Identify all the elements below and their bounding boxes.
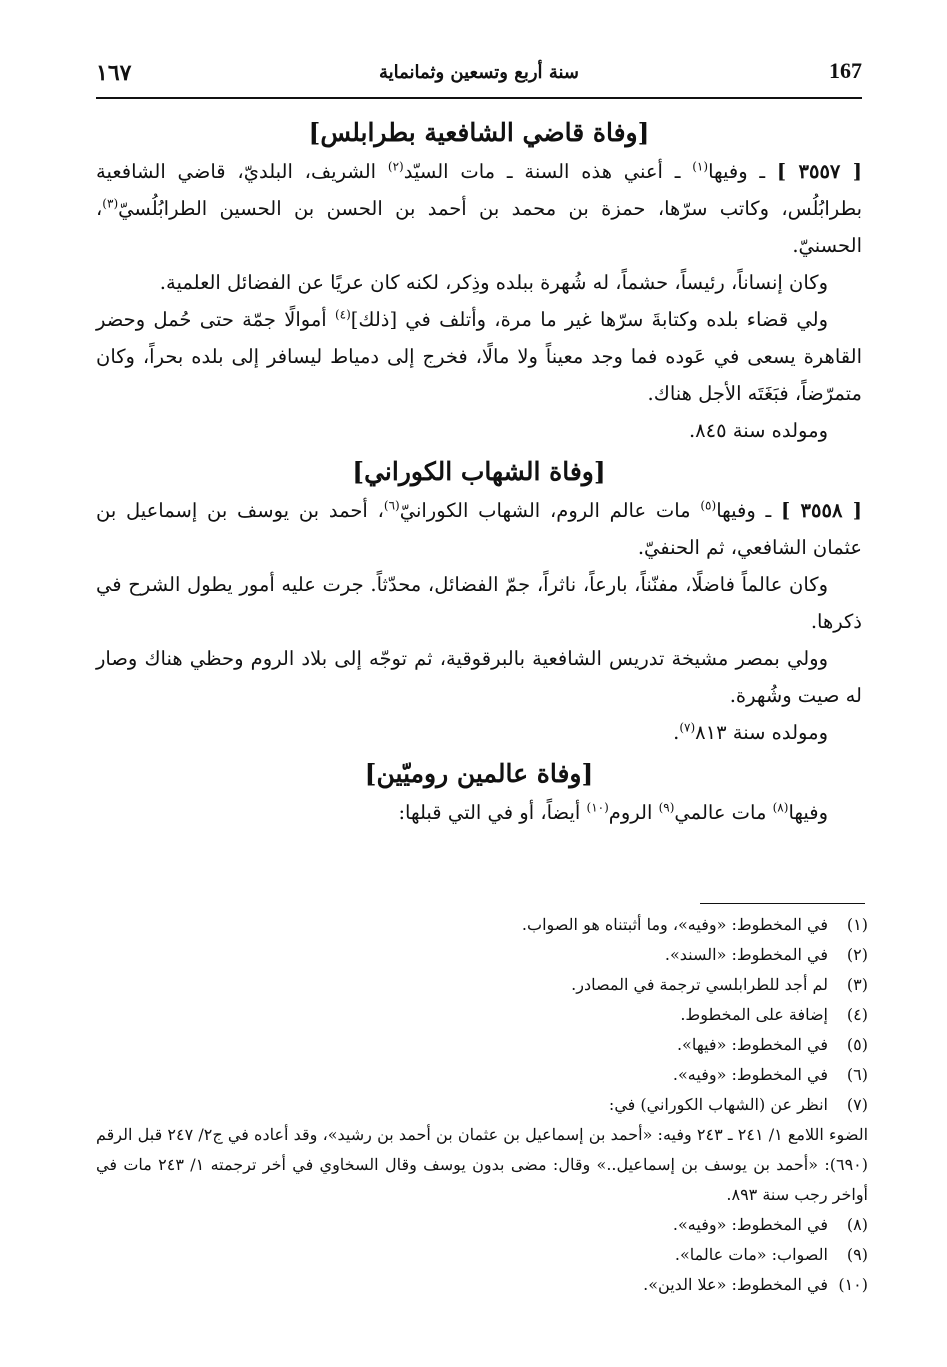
text-run: مات عالمي [674, 801, 773, 824]
footnote-ref: (١٠) [586, 800, 609, 815]
footnotes [96, 910, 868, 1300]
footnote-ref: (١) [692, 159, 709, 174]
footnote-number: (١) [846, 915, 868, 934]
section-heading-2: [وفاة الشهاب الكوراني] [352, 457, 606, 486]
paragraph [96, 794, 862, 831]
section-heading-3: [وفاة عالمين روميّين] [364, 759, 594, 788]
footnote-9 [96, 1240, 868, 1270]
footnote-text: في المخطوط: «السند». [664, 945, 828, 964]
paragraph: وكان عالماً فاضلًا، مفنّناً، بارعاً، ناثراً، جمّ الفضائل، محدّثاً. جرت عليه أمور يطول الشرح في ذكرها. [96, 573, 862, 633]
page-header [96, 54, 862, 94]
footnote-text: في المخطوط: «وفيه»، وما أثبتناه هو الصواب. [521, 915, 828, 934]
page-number-latin: 167 [829, 58, 862, 83]
paragraph [96, 714, 862, 751]
main-text [96, 110, 862, 831]
footnote-number: (٤) [846, 1005, 868, 1024]
text-run: وفيها [788, 801, 828, 824]
text-run: الشريف، البلديّ، قاضي الشافعية بطرابُلُس، وكاتب سرّها، حمزة بن محمد بن أحمد بن الحسن بن الحسين الطرابُلُسيّ [96, 160, 862, 220]
footnote-text: في المخطوط: «وفيه». [672, 1215, 828, 1234]
text-run: أيضاً، أو في التي قبلها: [398, 801, 587, 824]
paragraph: ومولده سنة ٨٤٥. [688, 419, 828, 442]
footnote-7 [96, 1090, 868, 1120]
footnote-8 [96, 1210, 868, 1240]
text-run: ، الحسنيّ. [96, 197, 862, 257]
footnote-ref: (٢) [387, 159, 404, 174]
footnote-text: في المخطوط: «وفيه». [672, 1065, 828, 1084]
page-number-arabic: ١٦٧ [96, 60, 132, 86]
paragraph: وكان إنساناً، رئيساً، حشماً، له شُهرة ببلده وذِكر، لكنه كان عريًا عن الفضائل العلمية. [159, 271, 828, 294]
footnote-6 [96, 1060, 868, 1090]
text-run: ، أحمد بن يوسف بن إسماعيل بن عثمان الشافعي، ثم الحنفيّ. [96, 499, 862, 559]
footnote-number: (٧) [846, 1095, 868, 1114]
text-run: أموالًا جمّة حتى حُمل وحضر القاهرة يسعى في عَوده فما وجد معيناً ولا مالًا، فخرج إلى دمياط ليسافر إلى بلده بحراً، وكان متمرّضاً، فبَغَتَه الأجل هناك. [96, 308, 862, 405]
paragraph: وولي بمصر مشيخة تدريس الشافعية بالبرقوقية، ثم توجّه إلى بلاد الروم وحظي هناك وصار له صيت وشُهرة. [96, 647, 862, 707]
footnote-7-continuation: الضوء اللامع ١/ ٢٤١ ـ ٢٤٣ وفيه: «أحمد بن إسماعيل بن عثمان بن أحمد بن رشيد»، وقد أعاده في ج٢/ ٢٤٧ قبل الرقم (٦٩٠): «أحمد بن يوسف بن إسماعيل..» وقال: مضى بدون يوسف وقال السخاوي في أخر ترجمته ١/ ٢٤٣ مات في أواخر رجب سنة ٨٩٣. [96, 1125, 869, 1204]
footnote-number: (١٠) [838, 1275, 868, 1294]
footnote-10 [96, 1270, 868, 1300]
entry-number: [ ٣٥٥٧ ] [776, 160, 863, 183]
footnote-ref: (٤) [334, 307, 351, 322]
footnote-4 [96, 1000, 868, 1030]
footnote-number: (٩) [846, 1245, 868, 1264]
text-run: ـ وفيها [708, 160, 777, 183]
text-run: ومولده سنة ٨١٣ [695, 721, 828, 744]
footnote-5 [96, 1030, 868, 1060]
footnote-text: انظر عن (الشهاب الكوراني) في: [608, 1095, 828, 1114]
paragraph [96, 301, 862, 412]
text-run: ولي قضاء بلده وكتابةَ سرّها غير ما مرة، وأتلف في [ذلك] [350, 308, 828, 331]
header-rule [96, 97, 862, 99]
footnote-number: (٣) [846, 975, 868, 994]
text-run: مات عالم الروم، الشهاب الكورانيّ [399, 499, 701, 522]
footnote-number: (٨) [846, 1215, 868, 1234]
entry-3557-paragraph [96, 153, 862, 264]
footnote-number: (٦) [846, 1065, 868, 1084]
footnote-1 [96, 910, 868, 940]
footnote-ref: (٥) [700, 498, 717, 513]
footnote-number: (٢) [846, 945, 868, 964]
footnote-text: الصواب: «مات عالما». [674, 1245, 828, 1264]
entry-3558-paragraph [96, 492, 862, 566]
running-title: سنة أربع وتسعين وثمانماية [379, 62, 579, 83]
footnote-ref: (٦) [383, 498, 400, 513]
footnote-text: في المخطوط: «علا الدين». [643, 1275, 828, 1294]
footnote-ref: (٣) [102, 196, 119, 211]
section-heading-1: [وفاة قاضي الشافعية بطرابلس] [308, 118, 650, 147]
text-run: ـ أعني هذه السنة ـ مات السيّد [403, 160, 693, 183]
footnote-number: (٥) [846, 1035, 868, 1054]
text-run: ـ وفيها [716, 499, 781, 522]
footnote-text: في المخطوط: «فيها». [676, 1035, 828, 1054]
footnote-2 [96, 940, 868, 970]
footnote-ref: (٩) [658, 800, 675, 815]
text-run: . [673, 721, 680, 744]
footnote-ref: (٨) [772, 800, 789, 815]
footnote-text: لم أجد للطرابلسي ترجمة في المصادر. [571, 975, 828, 994]
footnote-ref: (٧) [679, 720, 696, 735]
footnote-text: إضافة على المخطوط. [680, 1005, 828, 1024]
footnote-separator [700, 903, 865, 904]
footnote-3 [96, 970, 868, 1000]
text-run: الروم [608, 801, 659, 824]
entry-number: [ ٣٥٥٨ ] [780, 499, 863, 522]
